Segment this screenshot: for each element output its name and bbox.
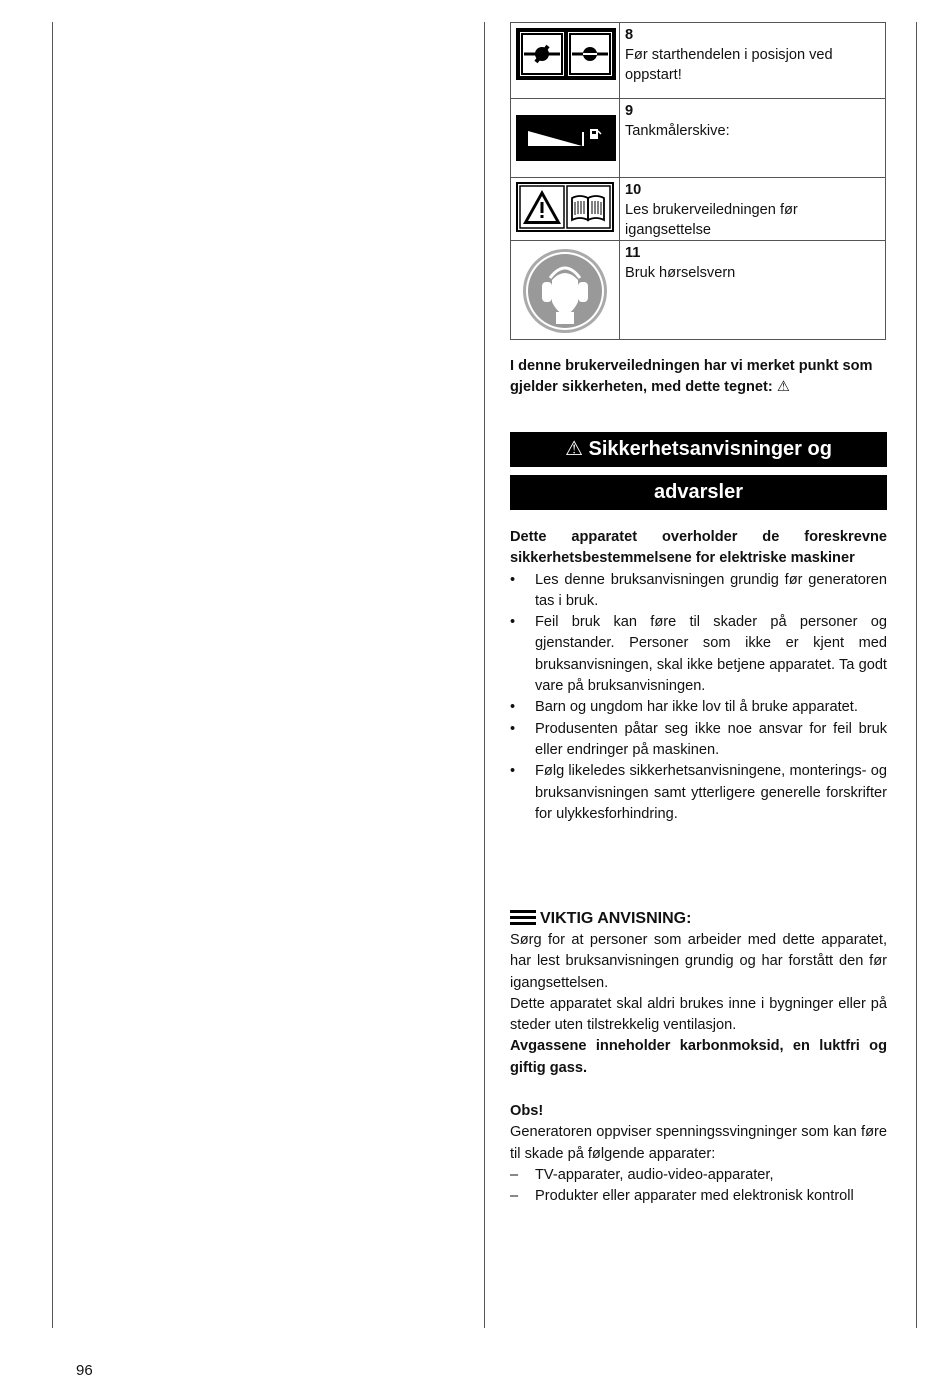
symbol-text-cell: [620, 178, 886, 241]
left-margin-rule: [52, 22, 53, 1328]
safety-bullet-list: [510, 570, 887, 826]
list-item: • Feil bruk kan føre til skader på personer og gjenstander. Personer som ikke er kjent med bruksanvisningen, skal ikke betjene apparatet. Ta godt vare på bruksanvisningen.: [510, 612, 887, 697]
list-item: – Produkter eller apparater med elektronisk kontroll: [510, 1186, 887, 1207]
symbol-text-cell: [620, 241, 886, 340]
right-margin-rule: [916, 22, 917, 1328]
symbol-row: [511, 241, 886, 340]
symbol-icon-cell: [511, 241, 620, 340]
notice-warning: Avgassene inneholder karbonmoksid, en luktfri og giftig gass.: [510, 1038, 887, 1076]
page-number: 96: [76, 1362, 93, 1379]
important-notice: [510, 908, 887, 1079]
symbol-number: 8: [625, 27, 634, 43]
hearing-protection-icon: [522, 248, 608, 334]
symbol-description: Tankmålerskive:: [625, 123, 730, 139]
symbol-number: 9: [625, 103, 634, 119]
notice-paragraph: Sørg for at personer som arbeider med dette apparatet, har lest bruksanvisningen grundig og har forstått den før igangsettelsen.: [510, 932, 887, 991]
obs-section: [510, 1101, 887, 1207]
list-item: – TV-apparater, audio-video-apparater,: [510, 1165, 887, 1186]
safety-section: [510, 527, 887, 825]
section-heading-line2: advarsler: [510, 475, 887, 510]
notice-lines-icon: [510, 909, 536, 925]
fuel-gauge-icon: [516, 115, 616, 161]
list-item: • Barn og ungdom har ikke lov til å bruke apparatet.: [510, 697, 887, 718]
section-heading-line1: ⚠ Sikkerhetsanvisninger og: [510, 432, 887, 467]
symbol-row: [511, 23, 886, 99]
symbol-row: [511, 178, 886, 241]
symbol-number: 10: [625, 182, 642, 198]
symbol-number: 11: [625, 245, 641, 261]
symbol-row: [511, 99, 886, 178]
symbol-text-cell: [620, 99, 886, 178]
column-divider-rule: [484, 22, 485, 1328]
symbol-description: Bruk hørselsvern: [625, 265, 736, 281]
obs-heading: Obs!: [510, 1103, 544, 1119]
notice-heading: VIKTIG ANVISNING:: [540, 910, 692, 927]
symbol-text-cell: [620, 23, 886, 99]
symbol-icon-cell: [511, 23, 620, 99]
list-item: • Les denne bruksanvisningen grundig før generatoren tas i bruk.: [510, 570, 887, 613]
warning-read-manual-icon: [516, 182, 614, 232]
choke-lever-icon: [516, 28, 616, 80]
safety-intro: I denne brukerveiledningen har vi merket punkt som gjelder sikkerheten, med dette tegnet: ⚠: [510, 358, 873, 396]
list-item: • Produsenten påtar seg ikke noe ansvar for feil bruk eller endringer på maskinen.: [510, 719, 887, 762]
symbol-description: Før starthendelen i posisjon ved oppstart!: [625, 47, 833, 83]
symbol-description: Les brukerveiledningen før igangsettelse: [625, 202, 798, 238]
symbol-table: [510, 22, 886, 340]
list-item: • Følg likeledes sikkerhetsanvisningene, monterings- og bruksanvisningen samt ytterligere generelle forskrifter for ulykkesforhindring.: [510, 761, 887, 825]
notice-paragraph: Dette apparatet skal aldri brukes inne i bygninger eller på steder uten tilstrekkelig ventilasjon.: [510, 995, 887, 1034]
compliance-heading: Dette apparatet overholder de foreskrevne sikkerhetsbestemmelsene for elektriske maskiner: [510, 529, 887, 567]
symbol-icon-cell: [511, 178, 620, 241]
obs-dash-list: [510, 1165, 887, 1208]
symbol-icon-cell: [511, 99, 620, 178]
obs-text: Generatoren oppviser spenningssvingninger som kan føre til skade på følgende apparater:: [510, 1124, 887, 1162]
notice-heading-row: [510, 908, 887, 930]
